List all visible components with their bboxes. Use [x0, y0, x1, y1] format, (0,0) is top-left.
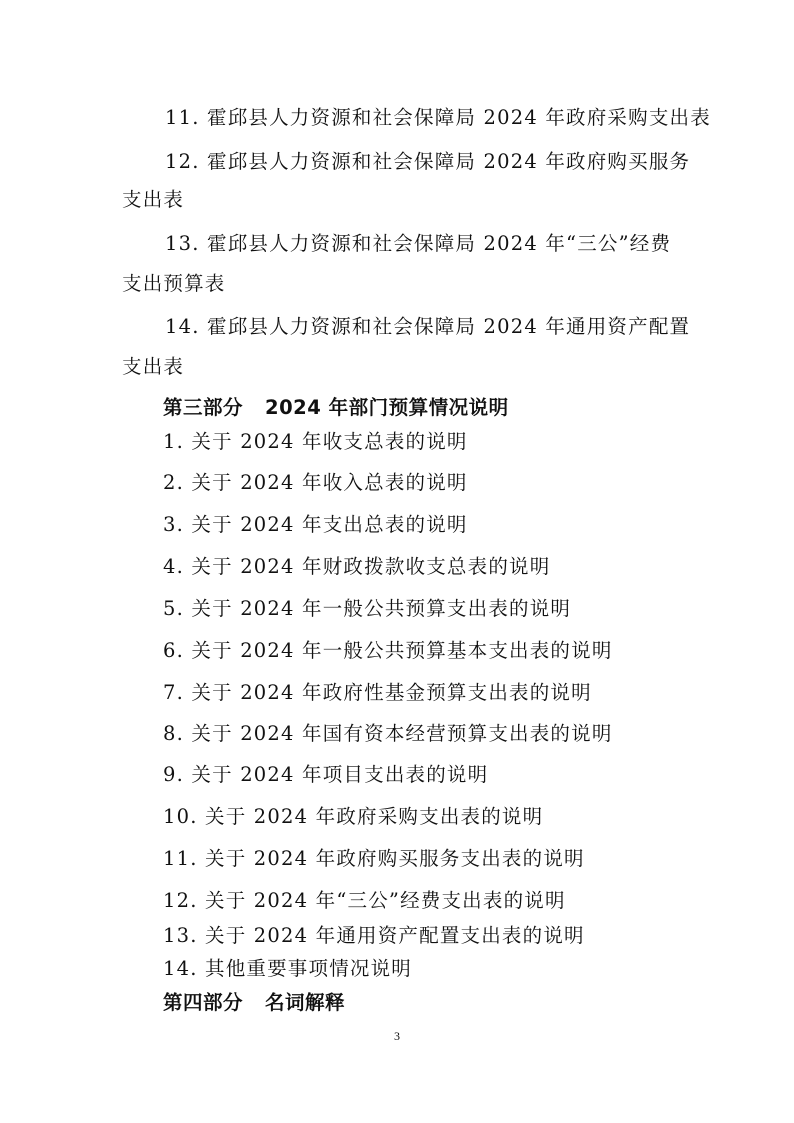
part3-item-7: 7. 关于 2024 年政府性基金预算支出表的说明 [163, 681, 592, 704]
part3-item-9: 9. 关于 2024 年项目支出表的说明 [163, 763, 489, 786]
part4-label: 第四部分 [163, 991, 244, 1014]
part4-title: 名词解释 [265, 991, 346, 1014]
part3-item-2: 2. 关于 2024 年收入总表的说明 [163, 471, 468, 494]
part2-item-11: 11. 霍邱县人力资源和社会保障局 2024 年政府采购支出表 [165, 106, 711, 129]
part3-heading [163, 395, 509, 421]
part3-item-11: 11. 关于 2024 年政府购买服务支出表的说明 [163, 847, 585, 870]
part3-item-3: 3. 关于 2024 年支出总表的说明 [163, 513, 468, 536]
part3-item-14: 14. 其他重要事项情况说明 [163, 957, 413, 980]
part3-item-5: 5. 关于 2024 年一般公共预算支出表的说明 [163, 597, 572, 620]
part2-item-13-cont: 支出预算表 [122, 272, 226, 295]
part3-title: 2024 年部门预算情况说明 [265, 396, 509, 419]
part3-label: 第三部分 [163, 396, 244, 419]
part3-item-10: 10. 关于 2024 年政府采购支出表的说明 [163, 805, 544, 828]
part2-item-13: 13. 霍邱县人力资源和社会保障局 2024 年“三公”经费 [165, 232, 672, 255]
part2-item-12: 12. 霍邱县人力资源和社会保障局 2024 年政府购买服务 [165, 150, 691, 173]
part2-item-14: 14. 霍邱县人力资源和社会保障局 2024 年通用资产配置 [165, 315, 691, 338]
part3-item-12: 12. 关于 2024 年“三公”经费支出表的说明 [163, 889, 566, 912]
part3-item-4: 4. 关于 2024 年财政拨款收支总表的说明 [163, 555, 551, 578]
part3-item-13: 13. 关于 2024 年通用资产配置支出表的说明 [163, 924, 585, 947]
page-number: 3 [394, 1029, 400, 1043]
part3-item-6: 6. 关于 2024 年一般公共预算基本支出表的说明 [163, 639, 613, 662]
part2-item-12-cont: 支出表 [122, 188, 185, 211]
part4-heading [163, 990, 345, 1016]
part3-item-8: 8. 关于 2024 年国有资本经营预算支出表的说明 [163, 722, 613, 745]
part3-item-1: 1. 关于 2024 年收支总表的说明 [163, 430, 468, 453]
part2-item-14-cont: 支出表 [122, 355, 185, 378]
